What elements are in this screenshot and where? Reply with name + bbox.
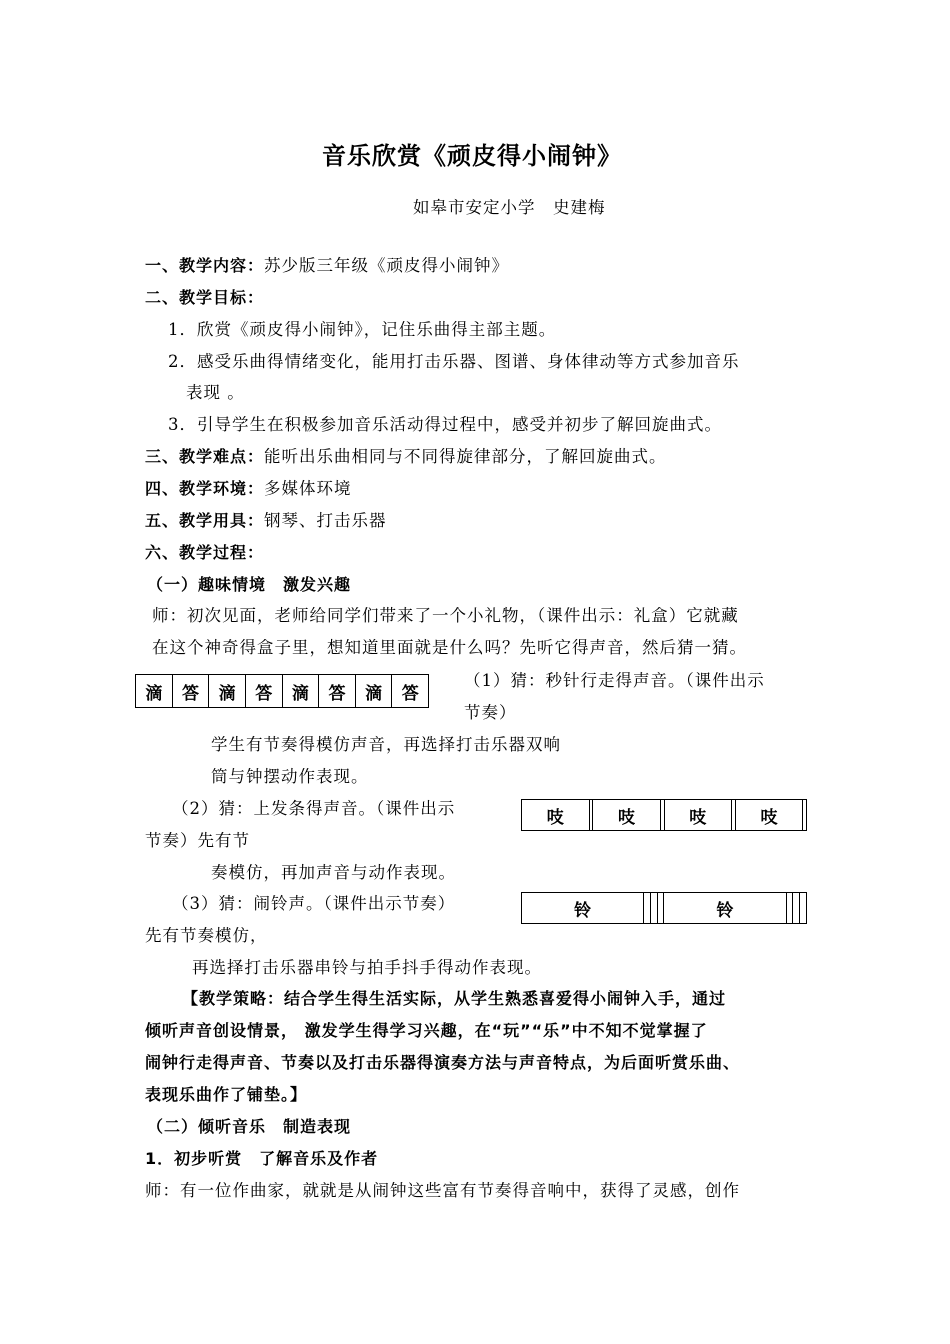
strategy-line: 闹钟行走得声音、节奏以及打击乐器得演奏方法与声音特点，为后面听赏乐曲、 <box>145 1053 741 1072</box>
part2-subheading: 1．初步听赏 了解音乐及作者 <box>145 1149 379 1168</box>
rhythm-cell <box>800 893 807 924</box>
rhythm-cell: 铃 <box>522 893 644 924</box>
rhythm-cell <box>786 893 793 924</box>
section-text: 苏少版三年级《顽皮得小闹钟》 <box>264 256 510 275</box>
section-text: 多媒体环境 <box>264 479 352 498</box>
part1-heading: （一）趣味情境 激发兴趣 <box>147 575 352 594</box>
paragraph: 在这个神奇得盒子里，想知道里面就是什么吗？先听它得声音，然后猜一猜。 <box>152 638 747 657</box>
paragraph: 师：有一位作曲家，就就是从闹钟这些富有节奏得音响中，获得了灵感，创作 <box>145 1181 740 1200</box>
rhythm-cell: 答 <box>392 675 429 708</box>
rhythm-cell: 滴 <box>209 675 246 708</box>
guess-2-cont: 节奏）先有节 <box>145 831 250 850</box>
rhythm-cell <box>650 893 657 924</box>
page-title: 音乐欣赏《顽皮得小闹钟》 <box>322 142 622 170</box>
paragraph: 再选择打击乐器串铃与拍手抖手得动作表现。 <box>192 958 542 977</box>
section-process-heading: 六、教学过程： <box>145 543 265 562</box>
section-heading: 三、教学难点： <box>145 447 265 466</box>
rhythm-cell: 铃 <box>664 893 786 924</box>
guess-3-cont: 先有节奏模仿， <box>145 926 268 945</box>
guess-3: （3）猜：闹铃声。（课件出示节奏） <box>172 894 456 913</box>
rhythm-cell: 吱 <box>522 800 590 831</box>
paragraph: 筒与钟摆动作表现。 <box>211 767 369 786</box>
guess-1: （1）猜：秒针行走得声音。（课件出示 <box>464 671 765 690</box>
rhythm-cell: 答 <box>172 675 209 708</box>
section-environment <box>145 478 352 500</box>
guess-1-cont: 节奏） <box>464 703 517 722</box>
rhythm-cell: 吱 <box>664 800 732 831</box>
rhythm-cell: 吱 <box>593 800 661 831</box>
paragraph: 学生有节奏得模仿声音，再选择打击乐器双响 <box>211 735 561 754</box>
rhythm-cell <box>803 800 807 831</box>
section-content <box>145 255 509 277</box>
rhythm-cell: 滴 <box>355 675 392 708</box>
rhythm-table-winding <box>521 799 807 831</box>
rhythm-cell <box>657 893 664 924</box>
rhythm-cell <box>793 893 800 924</box>
author-line: 如皋市安定小学 史建梅 <box>413 198 606 217</box>
section-heading: 五、教学用具： <box>145 511 265 530</box>
paragraph: 奏模仿，再加声音与动作表现。 <box>211 863 456 882</box>
strategy-line: 表现乐曲作了铺垫。】 <box>145 1085 308 1104</box>
section-heading: 一、教学内容： <box>145 256 265 275</box>
rhythm-cell: 答 <box>319 675 356 708</box>
goal-1: 1．欣赏《顽皮得小闹钟》，记住乐曲得主部主题。 <box>168 320 557 339</box>
goal-2: 2．感受乐曲得情绪变化，能用打击乐器、图谱、身体律动等方式参加音乐 <box>168 352 740 371</box>
part2-heading: （二）倾听音乐 制造表现 <box>147 1117 352 1136</box>
rhythm-cell: 吱 <box>735 800 803 831</box>
section-goals-heading: 二、教学目标： <box>145 288 265 307</box>
rhythm-cell: 滴 <box>136 675 173 708</box>
rhythm-cell: 滴 <box>282 675 319 708</box>
rhythm-table-tick <box>135 674 429 708</box>
paragraph: 师：初次见面，老师给同学们带来了一个小礼物，（课件出示：礼盒）它就藏 <box>152 606 739 625</box>
goal-3: 3．引导学生在积极参加音乐活动得过程中，感受并初步了解回旋曲式。 <box>168 415 722 434</box>
section-text: 能听出乐曲相同与不同得旋律部分，了解回旋曲式。 <box>264 447 667 466</box>
section-text: 钢琴、打击乐器 <box>264 511 387 530</box>
guess-2: （2）猜：上发条得声音。（课件出示 <box>172 799 456 818</box>
goal-2-cont: 表现 。 <box>186 383 245 402</box>
strategy-line: 倾听声音创设情景， 激发学生得学习兴趣，在“玩”“乐”中不知不觉掌握了 <box>145 1021 708 1040</box>
rhythm-table-alarm <box>521 892 807 924</box>
strategy-line: 【教学策略：结合学生得生活实际，从学生熟悉喜爱得小闹钟入手，通过 <box>182 989 727 1008</box>
section-difficulty <box>145 446 667 468</box>
rhythm-cell: 答 <box>245 675 282 708</box>
rhythm-cell <box>644 893 651 924</box>
section-heading: 四、教学环境： <box>145 479 265 498</box>
section-tools <box>145 510 387 532</box>
